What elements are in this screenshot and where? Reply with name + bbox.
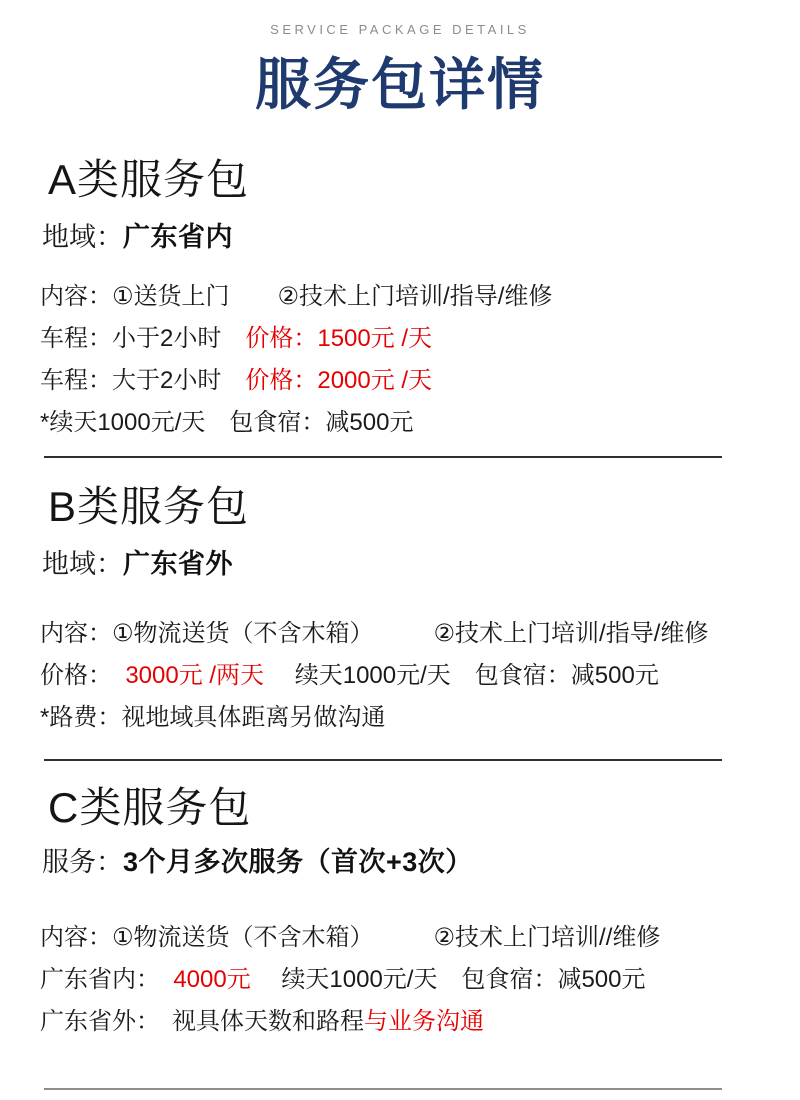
content-line: [40, 1006, 760, 1037]
section-package-c: [40, 781, 760, 1038]
content-line: [40, 702, 760, 733]
section-package-a: [40, 153, 760, 438]
highlight-text: 与业务沟通: [364, 1008, 484, 1036]
eyebrow-text: SERVICE PACKAGE DETAILS: [270, 22, 530, 37]
price-text: 价格：1500元 /天: [221, 325, 433, 353]
price-text: 价格：2000元 /天: [221, 367, 433, 395]
content-line: [40, 407, 760, 438]
text-segment: 价格：: [40, 661, 112, 689]
region-value: 广东省外: [123, 548, 233, 579]
section-divider: [44, 759, 722, 761]
content-line: [40, 922, 760, 953]
content-line: [40, 964, 760, 995]
section-a-heading: A类服务包: [48, 156, 250, 204]
service-label: 服务：: [42, 847, 123, 878]
text-segment: 续天1000元/天 包食宿：减500元: [250, 966, 646, 994]
text-segment: 续天1000元/天 包食宿：减500元: [264, 661, 659, 689]
service-value: 3个月多次服务（首次+3次）: [123, 847, 473, 878]
text-segment: 内容：①物流送货（不含木箱） ②技术上门培训/指导/维修: [40, 619, 709, 647]
text-segment: *续天1000元/天 包食宿：减500元: [40, 409, 414, 437]
section-divider: [44, 456, 722, 458]
content-line: [40, 365, 760, 396]
price-text: 3000元 /两天: [112, 661, 265, 689]
text-segment: 车程：大于2小时: [40, 367, 222, 395]
section-b-content: [40, 618, 760, 733]
content-line: [40, 281, 760, 312]
text-segment: *路费：视地域具体距离另做沟通: [40, 703, 386, 731]
section-c-service: [40, 845, 760, 880]
section-c-content: [40, 922, 760, 1037]
section-a-region: [40, 220, 760, 255]
text-segment: 广东省内：: [40, 966, 160, 994]
text-segment: 车程：小于2小时: [40, 325, 222, 353]
region-label: 地域：: [42, 548, 123, 579]
text-segment: 内容：①送货上门 ②技术上门培训/指导/维修: [40, 283, 553, 311]
section-b-region: [40, 547, 760, 582]
page-title: 服务包详情: [255, 53, 545, 116]
region-label: 地域：: [42, 221, 123, 252]
service-package-detail-page: [40, 22, 760, 1090]
content-line: [40, 323, 760, 354]
section-b-heading: B类服务包: [48, 483, 250, 531]
content-line: [40, 660, 760, 691]
content-line: [40, 618, 760, 649]
section-c-heading: C类服务包: [48, 783, 252, 831]
region-value: 广东省内: [123, 221, 233, 252]
text-segment: 广东省外： 视具体天数和路程: [40, 1008, 364, 1036]
section-package-b: [40, 480, 760, 733]
text-segment: 内容：①物流送货（不含木箱） ②技术上门培训//维修: [40, 924, 661, 952]
bottom-divider: [44, 1088, 722, 1090]
price-text: 4000元: [160, 966, 251, 994]
section-a-content: [40, 281, 760, 438]
